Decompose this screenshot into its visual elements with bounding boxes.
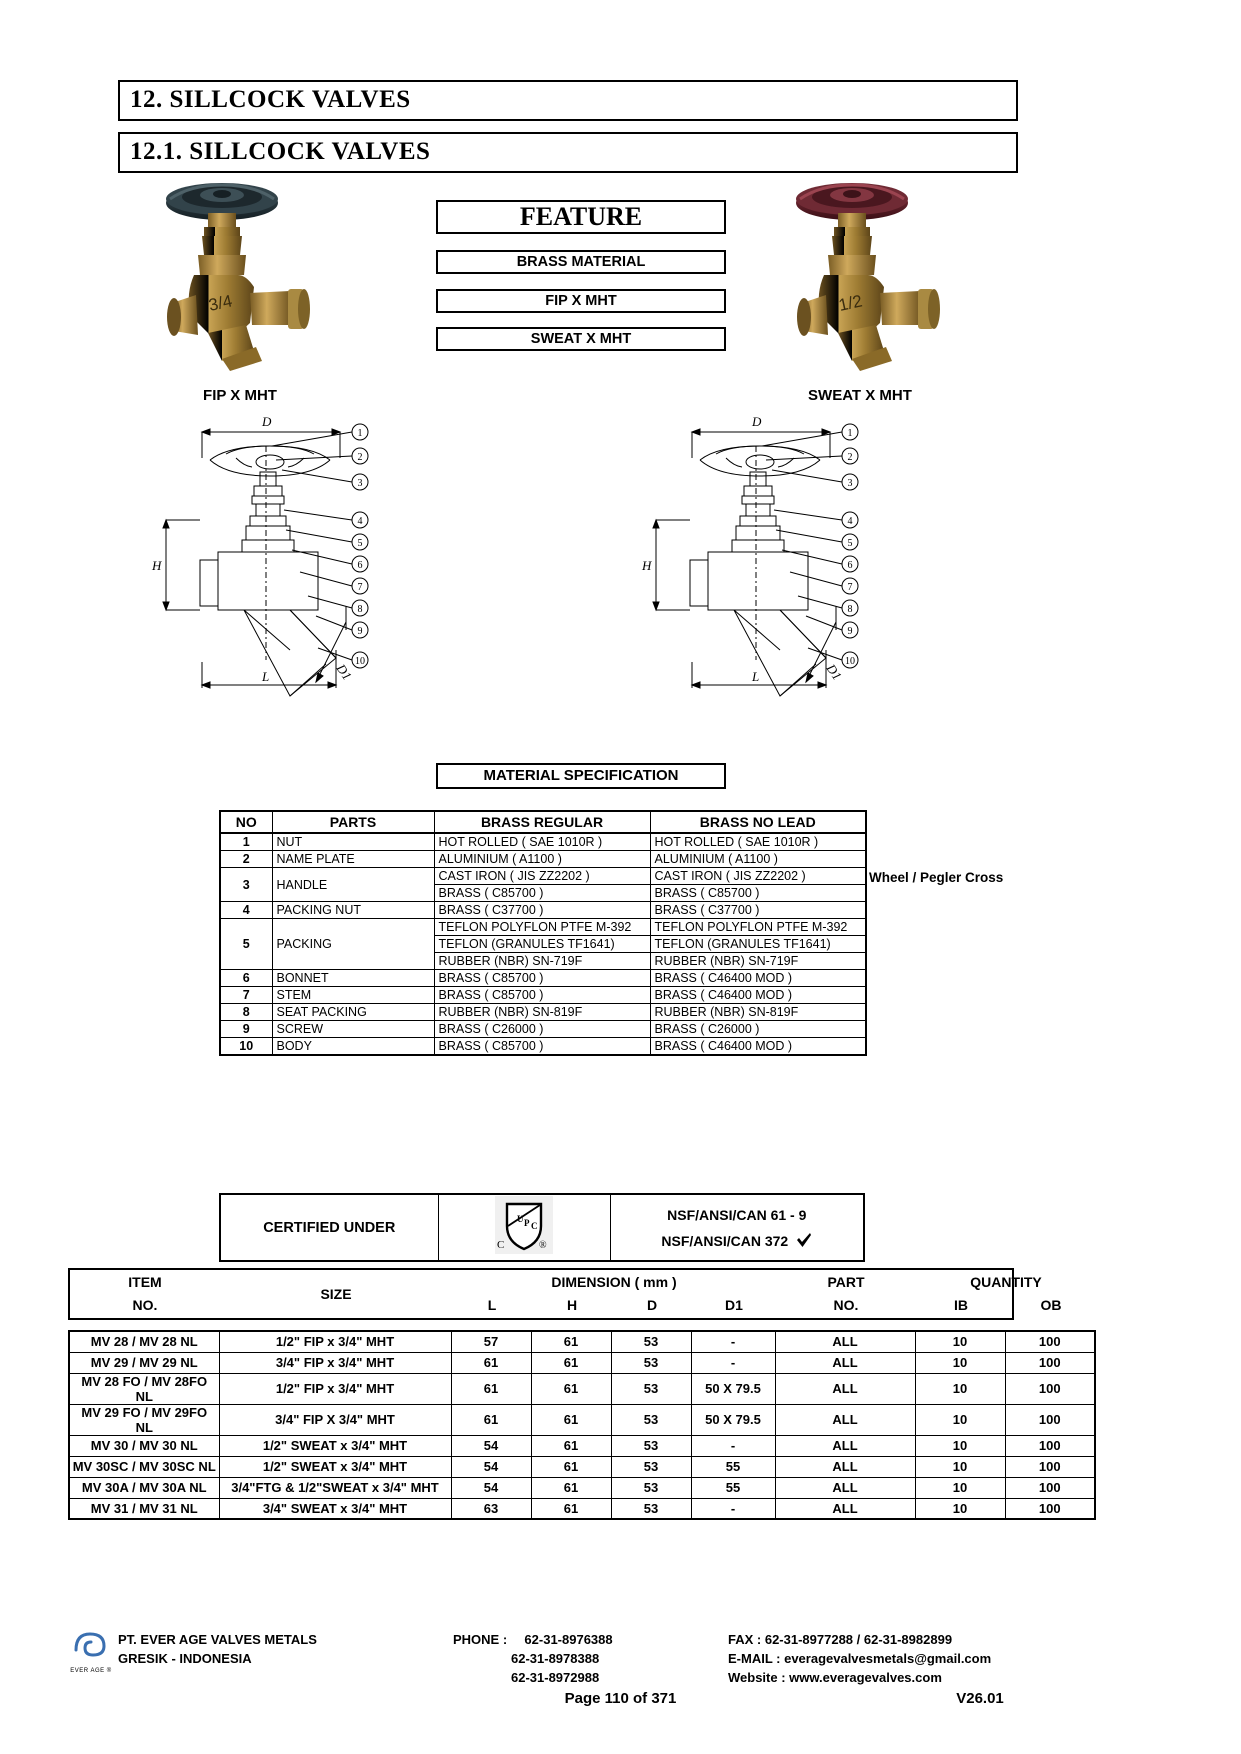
cell-D1: 55 [691,1477,775,1498]
cell-L: 61 [451,1373,531,1404]
cell-size: 3/4"FTG & 1/2"SWEAT x 3/4" MHT [219,1477,451,1498]
cell-D1: - [691,1435,775,1456]
cell-no-lead: CAST IRON ( JIS ZZ2202 ) [650,868,866,885]
table-row [69,1331,1095,1352]
col-header-size: SIZE [320,1286,352,1302]
cell-IB: 10 [915,1498,1005,1519]
cell-no-lead: RUBBER (NBR) SN-719F [650,953,866,970]
svg-text:5: 5 [847,538,853,549]
cell-part: ALL [775,1404,915,1435]
table-row [220,919,866,936]
col-header-brass-no-lead: BRASS NO LEAD [650,811,866,833]
footer-company-block [118,1630,317,1668]
cell-regular: BRASS ( C85700 ) [434,970,650,987]
cell-no: 9 [220,1021,272,1038]
phone-number-1: 62-31-8976388 [524,1632,613,1647]
table-row [220,1004,866,1021]
col-header-item: ITEM [128,1274,162,1290]
table-row [69,1456,1095,1477]
table-row [220,868,866,885]
cell-size: 1/2" FIP x 3/4" MHT [219,1331,451,1352]
svg-text:9: 9 [357,626,363,637]
section-heading: 12. SILLCOCK VALVES [118,80,1018,121]
col-header-item-no: NO. [132,1297,158,1313]
cell-OB: 100 [1005,1331,1095,1352]
table-row [69,1435,1095,1456]
svg-text:10: 10 [845,656,855,667]
cell-D1: - [691,1352,775,1373]
svg-text:4: 4 [847,516,853,527]
cell-regular: CAST IRON ( JIS ZZ2202 ) [434,868,650,885]
handle-type-note [869,869,1003,886]
cell-IB: 10 [915,1404,1005,1435]
col-header-IB: IB [954,1297,968,1313]
table-row [220,1038,866,1056]
cell-OB: 100 [1005,1477,1095,1498]
standard-nsf-61: NSF/ANSI/CAN 61 - 9 [667,1206,807,1223]
cell-regular: BRASS ( C37700 ) [434,902,650,919]
col-header-dimension: DIMENSION ( mm ) [551,1274,677,1290]
svg-text:C: C [531,1221,538,1231]
cell-no: 4 [220,902,272,919]
valve-photo-right-caption: SWEAT X MHT [808,387,912,404]
col-header-part: PART [827,1274,865,1290]
cell-regular: HOT ROLLED ( SAE 1010R ) [434,833,650,851]
cell-part: ALL [775,1352,915,1373]
cell-IB: 10 [915,1435,1005,1456]
cell-part: ALL [775,1498,915,1519]
cell-part: PACKING NUT [272,902,434,919]
cell-part: ALL [775,1373,915,1404]
svg-text:9: 9 [847,626,853,637]
cell-L: 57 [451,1331,531,1352]
cell-item: MV 28 FO / MV 28FO NL [69,1373,219,1404]
cell-D1: - [691,1331,775,1352]
cell-H: 61 [531,1373,611,1404]
col-header-OB: OB [1040,1297,1062,1313]
dim-label-H: H [642,558,652,573]
cell-regular: BRASS ( C85700 ) [434,885,650,902]
cell-regular: TEFLON (GRANULES TF1641) [434,936,650,953]
phone-label: PHONE : [453,1632,508,1647]
svg-text:7: 7 [847,582,853,593]
cell-part: ALL [775,1331,915,1352]
website-line: Website : www.everagevalves.com [728,1670,942,1685]
cell-no: 3 [220,868,272,902]
cell-no-lead: BRASS ( C26000 ) [650,1021,866,1038]
cell-H: 61 [531,1404,611,1435]
svg-text:1: 1 [847,428,853,439]
item-table-body [68,1330,1096,1520]
svg-text:C: C [497,1239,505,1251]
cell-item: MV 29 / MV 29 NL [69,1352,219,1373]
cell-part: ALL [775,1435,915,1456]
cell-no-lead: ALUMINIUM ( A1100 ) [650,851,866,868]
cell-IB: 10 [915,1352,1005,1373]
cell-regular: BRASS ( C26000 ) [434,1021,650,1038]
standard-nsf-372-row [611,1228,864,1254]
cell-size: 3/4" SWEAT x 3/4" MHT [219,1498,451,1519]
col-header-L: L [487,1297,497,1313]
svg-text:6: 6 [847,560,853,571]
cell-D: 53 [611,1456,691,1477]
cell-D: 53 [611,1373,691,1404]
valve-photo-fip-x-mht [150,175,340,375]
col-header-parts: PARTS [272,811,434,833]
col-header-brass-regular: BRASS REGULAR [434,811,650,833]
valve-size-marking: 3/4 [206,291,234,315]
cell-D: 53 [611,1352,691,1373]
cell-OB: 100 [1005,1352,1095,1373]
cell-OB: 100 [1005,1456,1095,1477]
phone-number-3: 62-31-8972988 [511,1670,600,1685]
dim-label-D1: D1 [333,661,355,683]
handle-type-note-text: Wheel / Pegler Cross [869,870,1004,885]
col-header-part-no: NO. [833,1297,859,1313]
feature-item-sweat-x-mht: SWEAT X MHT [436,327,726,351]
footer-contact-block [728,1630,991,1687]
subsection-heading: 12.1. SILLCOCK VALVES [118,132,1018,173]
email-line: E-MAIL : everagevalvesmetals@gmail.com [728,1651,992,1666]
svg-text:2: 2 [847,452,853,463]
table-row [69,1352,1095,1373]
cell-no: 5 [220,919,272,970]
cell-H: 61 [531,1331,611,1352]
cell-OB: 100 [1005,1373,1095,1404]
cell-no: 7 [220,987,272,1004]
cell-D1: 50 X 79.5 [691,1373,775,1404]
table-row [220,902,866,919]
valve-size-marking: 1/2 [836,291,864,315]
table-row [220,1021,866,1038]
cell-size: 1/2" SWEAT x 3/4" MHT [219,1456,451,1477]
cell-OB: 100 [1005,1404,1095,1435]
cell-size: 1/2" FIP x 3/4" MHT [219,1373,451,1404]
cell-L: 63 [451,1498,531,1519]
cell-D: 53 [611,1435,691,1456]
cell-regular: TEFLON POLYFLON PTFE M-392 [434,919,650,936]
cell-part: BONNET [272,970,434,987]
cell-item: MV 30A / MV 30A NL [69,1477,219,1498]
company-logo [68,1628,114,1678]
svg-text:5: 5 [357,538,363,549]
cell-H: 61 [531,1435,611,1456]
col-header-quantity: QUANTITY [970,1274,1042,1290]
cell-IB: 10 [915,1477,1005,1498]
cell-IB: 10 [915,1331,1005,1352]
fax-line: FAX : 62-31-8977288 / 62-31-8982899 [728,1632,953,1647]
cell-item: MV 30 / MV 30 NL [69,1435,219,1456]
check-mark-icon [796,1233,812,1249]
cell-D: 53 [611,1477,691,1498]
cell-part: NAME PLATE [272,851,434,868]
cell-no-lead: BRASS ( C46400 MOD ) [650,987,866,1004]
table-row [220,970,866,987]
table-row [69,1477,1095,1498]
item-table-header [68,1268,1062,1320]
cell-D: 53 [611,1498,691,1519]
upc-logo-cell [438,1194,610,1261]
cell-H: 61 [531,1498,611,1519]
cell-part: HANDLE [272,868,434,902]
cell-D: 53 [611,1404,691,1435]
table-row [220,833,866,851]
technical-drawing-fip [140,410,560,730]
cell-IB: 10 [915,1373,1005,1404]
phone-number-2: 62-31-8978388 [511,1651,600,1666]
cell-D1: 55 [691,1456,775,1477]
col-header-H: H [566,1297,578,1313]
feature-title: FEATURE [436,200,726,234]
valve-photo-left-caption: FIP X MHT [203,387,277,404]
dim-label-L: L [262,669,270,684]
dim-label-D1: D1 [823,661,845,683]
svg-text:8: 8 [357,604,363,615]
cell-part: STEM [272,987,434,1004]
svg-text:P: P [524,1218,530,1228]
certified-under-label: CERTIFIED UNDER [220,1194,438,1261]
dim-label-L: L [752,669,760,684]
cell-D1: 50 X 79.5 [691,1404,775,1435]
cell-size: 3/4" FIP X 3/4" MHT [219,1404,451,1435]
dim-label-D: D [262,414,272,429]
material-specification-title: MATERIAL SPECIFICATION [436,763,726,789]
cell-no-lead: TEFLON (GRANULES TF1641) [650,936,866,953]
upc-shield-icon [495,1196,553,1254]
logo-caption: EVER AGE ® [70,1668,112,1674]
page-number: Page 110 of 371 [564,1690,677,1707]
cell-L: 54 [451,1477,531,1498]
cell-size: 3/4" FIP x 3/4" MHT [219,1352,451,1373]
svg-text:8: 8 [847,604,853,615]
cell-regular: ALUMINIUM ( A1100 ) [434,851,650,868]
footer-phone-block [453,1630,613,1687]
dim-label-H: H [152,558,162,573]
table-row [69,1373,1095,1404]
svg-text:7: 7 [357,582,363,593]
cell-L: 54 [451,1435,531,1456]
svg-text:®: ® [539,1240,547,1251]
cell-part: SEAT PACKING [272,1004,434,1021]
cell-D: 53 [611,1331,691,1352]
document-version: V26.01 [956,1690,1004,1707]
cell-no: 8 [220,1004,272,1021]
cell-no: 10 [220,1038,272,1056]
standard-nsf-372: NSF/ANSI/CAN 372 [661,1232,789,1249]
cell-OB: 100 [1005,1498,1095,1519]
feature-item-fip-x-mht: FIP X MHT [436,289,726,313]
cell-no: 6 [220,970,272,987]
material-table-body [220,833,866,1055]
cell-no-lead: BRASS ( C46400 MOD ) [650,970,866,987]
table-row [220,987,866,1004]
cell-H: 61 [531,1477,611,1498]
company-name: PT. EVER AGE VALVES METALS [118,1632,317,1647]
cell-no-lead: RUBBER (NBR) SN-819F [650,1004,866,1021]
cell-part: PACKING [272,919,434,970]
cell-no-lead: BRASS ( C85700 ) [650,885,866,902]
cell-item: MV 28 / MV 28 NL [69,1331,219,1352]
cell-item: MV 30SC / MV 30SC NL [69,1456,219,1477]
cell-no-lead: BRASS ( C37700 ) [650,902,866,919]
cell-no: 2 [220,851,272,868]
valve-photo-sweat-x-mht [780,175,970,375]
cell-D1: - [691,1498,775,1519]
cell-H: 61 [531,1352,611,1373]
certified-under-table [219,1193,865,1262]
table-row [220,1194,864,1261]
svg-text:3: 3 [847,478,853,489]
certified-standards-cell [610,1194,864,1261]
cell-L: 61 [451,1404,531,1435]
table-row [69,1404,1095,1435]
svg-text:3: 3 [357,478,363,489]
cell-regular: RUBBER (NBR) SN-819F [434,1004,650,1021]
svg-text:6: 6 [357,560,363,571]
cell-part: SCREW [272,1021,434,1038]
cell-H: 61 [531,1456,611,1477]
cell-regular: RUBBER (NBR) SN-719F [434,953,650,970]
svg-text:4: 4 [357,516,363,527]
cell-part: BODY [272,1038,434,1056]
svg-text:1: 1 [357,428,363,439]
material-specification-table [219,810,867,1056]
table-row [69,1498,1095,1519]
technical-drawing-sweat [630,410,1050,730]
svg-text:10: 10 [355,656,365,667]
table-row [220,851,866,868]
dim-label-D: D [752,414,762,429]
col-header-D: D [646,1297,658,1313]
svg-text:2: 2 [357,452,363,463]
col-header-D1: D1 [725,1297,743,1313]
cell-item: MV 31 / MV 31 NL [69,1498,219,1519]
cell-no: 1 [220,833,272,851]
table-header-row [220,811,866,833]
cell-part: ALL [775,1477,915,1498]
cell-IB: 10 [915,1456,1005,1477]
cell-no-lead: HOT ROLLED ( SAE 1010R ) [650,833,866,851]
cell-no-lead: BRASS ( C46400 MOD ) [650,1038,866,1056]
feature-item-brass-material: BRASS MATERIAL [436,250,726,274]
svg-text:U: U [517,1214,524,1224]
cell-part: ALL [775,1456,915,1477]
cell-size: 1/2" SWEAT x 3/4" MHT [219,1435,451,1456]
cell-part: NUT [272,833,434,851]
company-location: GRESIK - INDONESIA [118,1651,252,1666]
ever-age-logo-icon [70,1628,112,1662]
cell-L: 61 [451,1352,531,1373]
cell-item: MV 29 FO / MV 29FO NL [69,1404,219,1435]
col-header-no: NO [220,811,272,833]
cell-L: 54 [451,1456,531,1477]
cell-no-lead: TEFLON POLYFLON PTFE M-392 [650,919,866,936]
cell-regular: BRASS ( C85700 ) [434,987,650,1004]
phone-row-1 [453,1630,613,1649]
cell-regular: BRASS ( C85700 ) [434,1038,650,1056]
cell-OB: 100 [1005,1435,1095,1456]
